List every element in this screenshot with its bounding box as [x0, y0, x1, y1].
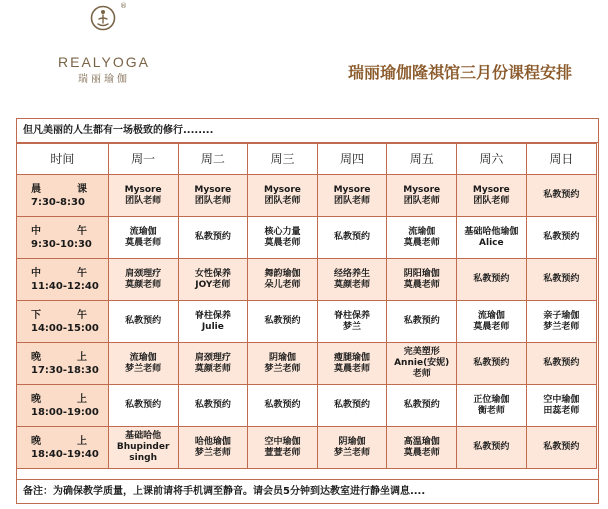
class-cell-text: 私教预约 [125, 316, 162, 326]
class-cell [457, 343, 527, 385]
table-row [17, 427, 597, 469]
class-cell [526, 343, 596, 385]
time-slot-name-char: 上 [77, 351, 87, 363]
time-slot-name [31, 267, 87, 280]
class-cell-text: 哈他瑜伽 梦兰老师 [194, 436, 231, 458]
class-cell-text: 肩颈理疗 莫颜老师 [125, 268, 162, 290]
class-cell [248, 301, 318, 343]
class-cell [317, 259, 387, 301]
time-slot-name-char: 午 [77, 309, 87, 321]
class-cell [317, 385, 387, 427]
class-cell [457, 385, 527, 427]
class-cell [108, 175, 178, 217]
class-cell [317, 343, 387, 385]
class-cell-text: 私教预约 [334, 400, 371, 410]
class-cell-text: 高温瑜伽 莫晨老师 [403, 436, 440, 458]
header-row [17, 144, 597, 175]
class-cell-text: 核心力量 莫晨老师 [264, 226, 301, 248]
time-slot-cell [17, 217, 109, 259]
table-row [17, 301, 597, 343]
class-cell [248, 175, 318, 217]
schedule-table-frame [16, 118, 599, 504]
time-slot-name-char: 晚 [31, 393, 41, 405]
class-cell-text: 肩颈理疗 莫颜老师 [194, 352, 231, 374]
brand-logo [44, 2, 164, 85]
time-slot-name-char: 中 [31, 225, 41, 237]
header-day: 周五 [387, 144, 457, 175]
class-cell [178, 217, 248, 259]
class-cell-text: 脊柱保养 梦兰 [334, 310, 371, 332]
class-cell-text: 私教预约 [473, 358, 510, 368]
yoga-figure-icon [87, 4, 119, 44]
class-cell-text: 私教预约 [543, 358, 580, 368]
class-cell-text: 瘦腿瑜伽 莫晨老师 [334, 352, 371, 374]
time-slot-cell [17, 427, 109, 469]
registered-mark: ® [120, 2, 127, 10]
time-slot-name-char: 中 [31, 267, 41, 279]
header-day: 周一 [108, 144, 178, 175]
class-cell-text: 亲子瑜伽 梦兰老师 [543, 310, 580, 332]
class-cell [108, 217, 178, 259]
table-row [17, 175, 597, 217]
class-cell-text: 完美塑形 Annie(安妮) 老师 [394, 347, 450, 379]
class-cell-text: 女性保养 JOY老师 [194, 268, 231, 290]
time-slot-name-char: 午 [77, 267, 87, 279]
header-day: 周三 [248, 144, 318, 175]
time-slot-name-char: 上 [77, 435, 87, 447]
class-cell-text: 阴阳瑜伽 莫晨老师 [403, 268, 440, 290]
class-cell-text: 私教预约 [543, 232, 580, 242]
class-cell [457, 259, 527, 301]
class-cell [108, 427, 178, 469]
class-cell [317, 175, 387, 217]
class-cell-text: 私教预约 [543, 190, 580, 200]
class-cell [387, 343, 457, 385]
class-cell-text: Mysore 团队老师 [124, 184, 162, 206]
class-cell [248, 343, 318, 385]
header-time: 时间 [17, 144, 109, 175]
class-cell [387, 301, 457, 343]
header-day: 周四 [317, 144, 387, 175]
class-cell-text: 空中瑜伽 萱萱老师 [264, 436, 301, 458]
schedule-table [16, 143, 597, 469]
time-slot-range: 14:00-15:00 [31, 322, 99, 334]
class-cell [387, 385, 457, 427]
time-slot-range: 17:30-18:30 [31, 364, 99, 376]
header-day: 周二 [178, 144, 248, 175]
class-cell [457, 217, 527, 259]
time-slot-name [31, 393, 87, 406]
class-cell-text: Mysore 团队老师 [194, 184, 232, 206]
time-slot-name-char: 晚 [31, 435, 41, 447]
class-cell-text: 基础哈他瑜伽 Alice [464, 226, 519, 248]
class-cell-text: 经络养生 莫颜老师 [334, 268, 371, 290]
time-slot-name-char: 下 [31, 309, 41, 321]
time-slot-name-char: 上 [77, 393, 87, 405]
class-cell-text: 私教预约 [473, 442, 510, 452]
time-slot-range: 11:40-12:40 [31, 280, 99, 292]
header-day: 周日 [526, 144, 596, 175]
class-cell [317, 427, 387, 469]
class-cell-text: 私教预约 [334, 232, 371, 242]
class-cell [108, 301, 178, 343]
class-cell-text: 舞韵瑜伽 朵儿老师 [264, 268, 301, 290]
class-cell-text: Mysore 团队老师 [472, 184, 510, 206]
class-cell [178, 259, 248, 301]
time-slot-range: 7:30-8:30 [31, 196, 85, 208]
table-row [17, 343, 597, 385]
class-cell [526, 301, 596, 343]
class-cell-text: Mysore 团队老师 [333, 184, 371, 206]
class-cell [178, 301, 248, 343]
time-slot-name [31, 309, 87, 322]
class-cell [178, 175, 248, 217]
class-cell [317, 301, 387, 343]
class-cell-text: 阴瑜伽 梦兰老师 [264, 352, 301, 374]
class-cell-text: 基础哈他 Bhupinder singh [116, 431, 170, 463]
class-cell-text: 流瑜伽 莫晨老师 [473, 310, 510, 332]
class-cell-text: 私教预约 [125, 400, 162, 410]
class-cell [526, 259, 596, 301]
time-slot-name [31, 225, 87, 238]
class-cell [457, 427, 527, 469]
tagline: 但凡美丽的人生都有一场极致的修行........ [17, 119, 598, 143]
class-cell-text: 私教预约 [543, 442, 580, 452]
class-cell-text: 流瑜伽 莫晨老师 [125, 226, 162, 248]
class-cell-text: 私教预约 [543, 274, 580, 284]
class-cell [108, 385, 178, 427]
time-slot-name-char: 课 [77, 183, 87, 195]
time-slot-cell [17, 385, 109, 427]
time-slot-range: 9:30-10:30 [31, 238, 92, 250]
class-cell-text: 空中瑜伽 田蕊老师 [543, 394, 580, 416]
class-cell-text: 阴瑜伽 梦兰老师 [334, 436, 371, 458]
brand-name-en: REALYOGA [58, 54, 150, 70]
table-row [17, 385, 597, 427]
time-slot-cell [17, 301, 109, 343]
class-cell [526, 217, 596, 259]
class-cell-text: 私教预约 [194, 400, 231, 410]
class-cell [317, 217, 387, 259]
class-cell-text: 私教预约 [403, 316, 440, 326]
class-cell [178, 427, 248, 469]
brand-name-cn: 瑞丽瑜伽 [78, 74, 130, 85]
time-slot-cell [17, 259, 109, 301]
page-title: 瑞丽瑜伽隆祺馆三月份课程安排 [347, 63, 572, 82]
class-cell [108, 343, 178, 385]
time-slot-name [31, 435, 87, 448]
time-slot-name [31, 183, 87, 196]
class-cell [526, 427, 596, 469]
time-slot-name-char: 晨 [31, 183, 41, 195]
class-cell [248, 427, 318, 469]
class-cell-text: 私教预约 [264, 400, 301, 410]
class-cell-text: 脊柱保养 Julie [194, 310, 231, 332]
class-cell-text: 流瑜伽 梦兰老师 [125, 352, 162, 374]
class-cell-text: 私教预约 [194, 232, 231, 242]
time-slot-name-char: 晚 [31, 351, 41, 363]
class-cell [526, 385, 596, 427]
time-slot-name [31, 351, 87, 364]
class-cell [457, 175, 527, 217]
class-cell [387, 259, 457, 301]
class-cell [387, 175, 457, 217]
footer-note: 备注：为确保教学质量，上课前请将手机调至静音。请会员5分钟到达教室进行静坐调息.... [17, 479, 598, 503]
time-slot-name-char: 午 [77, 225, 87, 237]
class-cell-text: 流瑜伽 莫晨老师 [403, 226, 440, 248]
class-cell [178, 385, 248, 427]
class-cell-text: 私教预约 [473, 274, 510, 284]
header-day: 周六 [457, 144, 527, 175]
class-cell [108, 259, 178, 301]
class-cell-text: 正位瑜伽 衡老师 [473, 394, 510, 416]
class-cell-text: Mysore 团队老师 [263, 184, 301, 206]
table-row [17, 217, 597, 259]
time-slot-cell [17, 175, 109, 217]
class-cell-text: Mysore 团队老师 [403, 184, 441, 206]
table-row [17, 259, 597, 301]
class-cell [387, 217, 457, 259]
class-cell [248, 217, 318, 259]
class-cell [457, 301, 527, 343]
class-cell [526, 175, 596, 217]
class-cell [387, 427, 457, 469]
time-slot-range: 18:40-19:40 [31, 448, 99, 460]
class-cell [178, 343, 248, 385]
class-cell [248, 259, 318, 301]
class-cell-text: 私教预约 [403, 400, 440, 410]
class-cell [248, 385, 318, 427]
class-cell-text: 私教预约 [264, 316, 301, 326]
time-slot-range: 18:00-19:00 [31, 406, 99, 418]
time-slot-cell [17, 343, 109, 385]
